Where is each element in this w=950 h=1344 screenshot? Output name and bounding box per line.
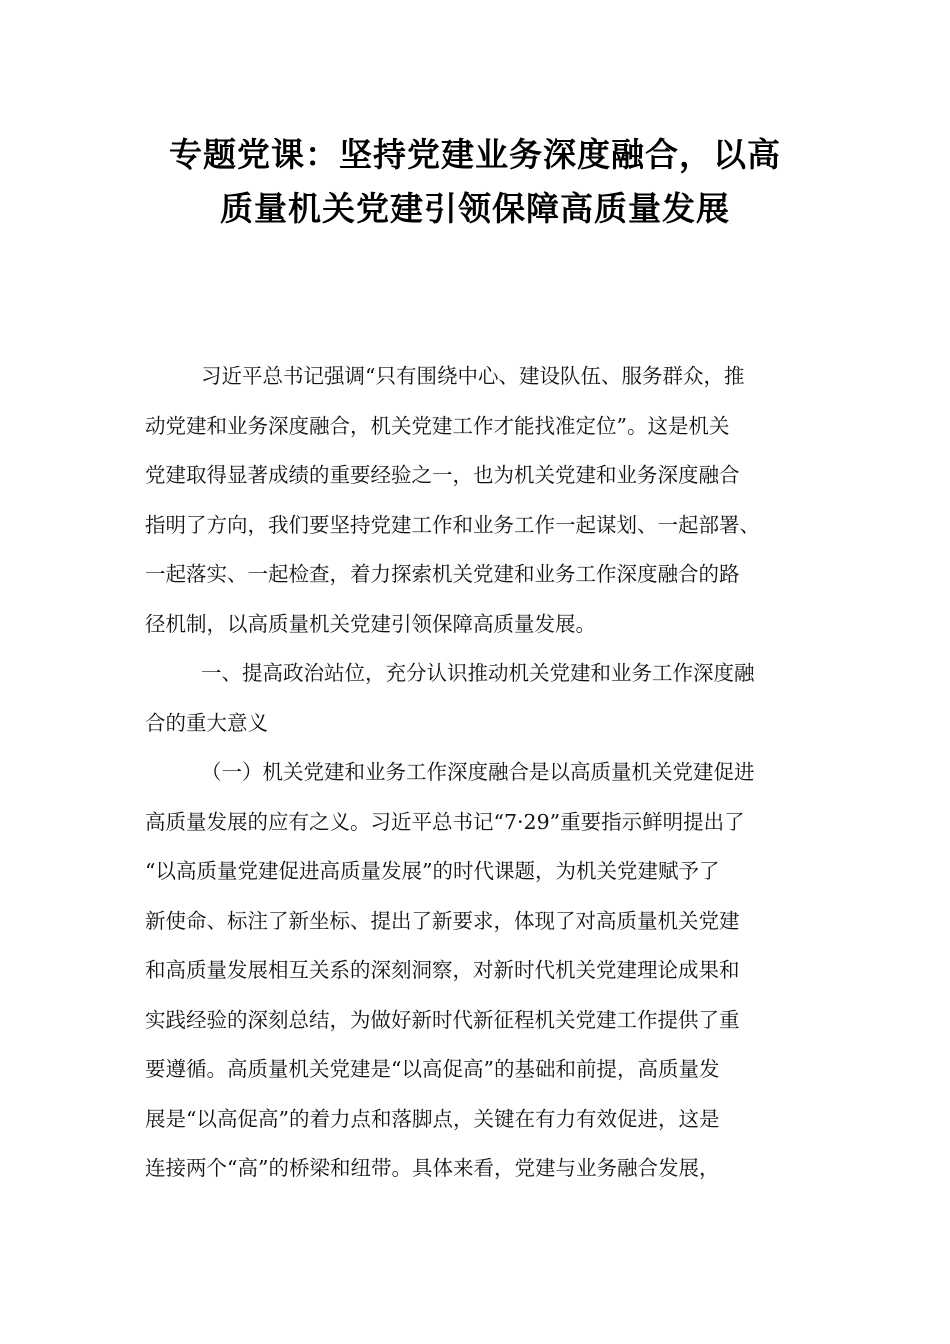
paragraph-line: 展是“以高促高”的着力点和落脚点，关键在有力有效促进，这是	[145, 1106, 720, 1131]
document-body	[145, 352, 805, 1194]
paragraph-line: 习近平总书记强调“只有围绕中心、建设队伍、服务群众，推	[201, 364, 745, 388]
paragraph-line: 连接两个“高”的桥梁和纽带。具体来看，党建与业务融合发展，	[145, 1156, 720, 1180]
paragraph-line: 指明了方向，我们要坚持党建工作和业务工作一起谋划、一起部署、	[145, 512, 760, 537]
paragraph-intro	[145, 352, 805, 649]
paragraph-line: 动党建和业务深度融合，机关党建工作才能找准定位”。这是机关	[145, 413, 730, 438]
heading-line: 一、提高政治站位，充分认识推动机关党建和业务工作深度融	[201, 661, 755, 685]
paragraph-line: 实践经验的深刻总结，为做好新时代新征程机关党建工作提供了重	[145, 1007, 740, 1032]
paragraph-line: 和高质量发展相互关系的深刻洞察，对新时代机关党建理论成果和	[145, 958, 740, 982]
paragraph-line: “以高质量党建促进高质量发展”的时代课题，为机关党建赋予了	[145, 859, 720, 883]
paragraph-line: 新使命、标注了新坐标、提出了新要求，体现了对高质量机关党建	[145, 908, 740, 933]
paragraph-line: 一起落实、一起检查，着力探索机关党建和业务工作深度融合的路	[145, 562, 740, 586]
paragraph-line: 高质量发展的应有之义。习近平总书记“7·29”重要指示鲜明提出了	[145, 809, 745, 834]
paragraph-line: 径机制，以高质量机关党建引领保障高质量发展。	[145, 611, 596, 636]
section-heading-1	[145, 649, 805, 748]
document-title	[80, 128, 870, 236]
paragraph-line: 要遵循。高质量机关党建是“以高促高”的基础和前提，高质量发	[145, 1057, 720, 1081]
paragraph-line: 党建取得显著成绩的重要经验之一，也为机关党建和业务深度融合	[145, 463, 740, 487]
title-line-1: 专题党课：坚持党建业务深度融合，以高	[169, 135, 781, 174]
heading-line: 合的重大意义	[145, 710, 268, 735]
paragraph-subsection-1	[145, 748, 805, 1194]
paragraph-line: （一）机关党建和业务工作深度融合是以高质量机关党建促进	[201, 760, 755, 784]
title-line-2: 质量机关党建引领保障高质量发展	[220, 189, 730, 228]
